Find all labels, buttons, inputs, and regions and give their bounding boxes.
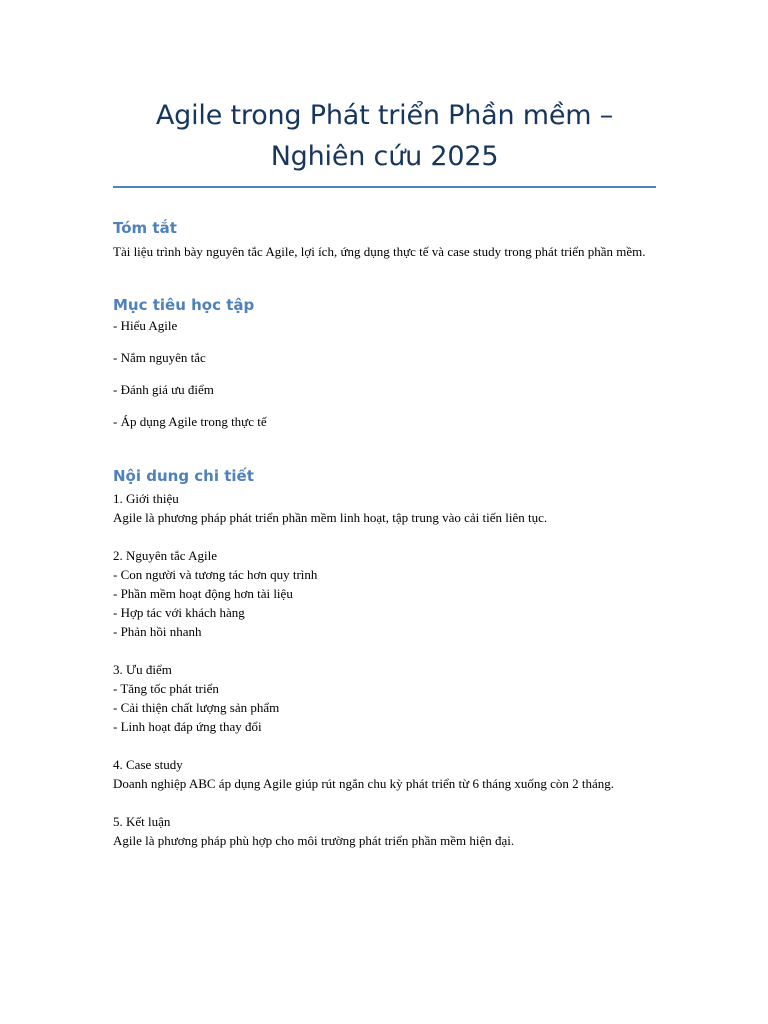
section-line: - Cải thiện chất lượng sản phẩm [113,700,280,715]
section-line: - Linh hoạt đáp ứng thay đổi [113,719,262,734]
section-line: Agile là phương pháp phát triển phần mềm linh hoạt, tập trung vào cải tiến liên tục. [113,510,548,525]
section-line: - Phản hồi nhanh [113,624,202,639]
section-line: Agile là phương pháp phù hợp cho môi trường phát triển phần mềm hiện đại. [113,833,515,848]
section-introduction [113,489,656,527]
document-title: Agile trong Phát triển Phần mềm – Nghiên cứu 2025 [155,100,614,172]
section-principles [113,546,656,641]
section-line: - Phần mềm hoạt động hơn tài liệu [113,586,293,601]
section-line: - Con người và tương tác hơn quy trình [113,567,318,582]
document-page [113,0,656,869]
section-title: 3. Ưu điểm [113,662,172,677]
section-advantages [113,660,656,736]
section-title: 4. Case study [113,757,183,772]
section-title: 2. Nguyên tắc Agile [113,548,217,563]
objective-item: - Nắm nguyên tắc [113,350,206,365]
objectives-list [113,316,656,431]
objective-item: - Áp dụng Agile trong thực tế [113,414,267,429]
abstract-heading: Tóm tắt [113,219,177,237]
title-underline [113,186,656,188]
section-title: 1. Giới thiệu [113,491,179,506]
section-line: - Hợp tác với khách hàng [113,605,245,620]
section-line: - Tăng tốc phát triển [113,681,219,696]
content-heading: Nội dung chi tiết [113,467,254,485]
section-line: Doanh nghiệp ABC áp dụng Agile giúp rút ngắn chu kỳ phát triển từ 6 tháng xuống còn 2 tháng. [113,776,614,791]
content-body [113,489,656,850]
objective-item: - Đánh giá ưu điểm [113,382,214,397]
abstract-text: Tài liệu trình bày nguyên tắc Agile, lợi ích, ứng dụng thực tế và case study trong phát triển phần mềm. [113,244,646,259]
objectives-heading: Mục tiêu học tập [113,296,255,314]
objective-item: - Hiểu Agile [113,318,178,333]
section-case-study [113,755,656,793]
section-conclusion [113,812,656,850]
section-title: 5. Kết luận [113,814,171,829]
